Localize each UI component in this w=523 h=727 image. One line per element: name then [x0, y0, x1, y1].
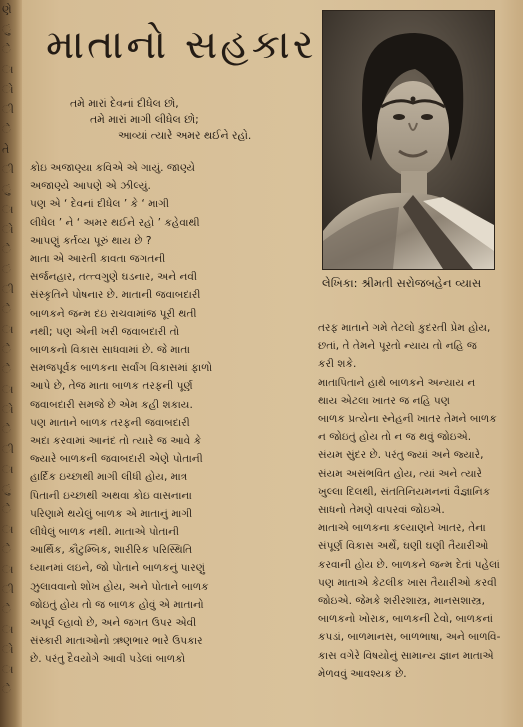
margin-fragment: ી — [2, 583, 14, 596]
margin-fragment: ે — [2, 503, 11, 516]
text-line: બાળકનો ખોરાક, બાળકની ટેવો, બાળકનાં — [318, 613, 494, 626]
text-line: ધ્યાનમાં લઇને, જો પોતાને બાળકનું પારણું — [30, 562, 205, 575]
margin-fragment: ે — [2, 123, 11, 136]
text-line: જવાબદારી સમજે છે એમ કહી શકાય. — [30, 398, 193, 411]
margin-fragment: ા — [2, 523, 14, 536]
margin-fragment: ા — [2, 623, 14, 636]
text-line: આપે છે, તેજ માતા બાળક તરફની પૂર્ણ — [30, 380, 193, 393]
margin-fragment: ં — [2, 263, 11, 276]
text-line: ઝુલાવવાનો શોખ હોય, અને પોતાને બાળક — [30, 580, 209, 593]
text-line: અદા કરવામાં આનંદ તો ત્યારે જ આવે કે — [30, 435, 202, 448]
opening-verse — [62, 96, 251, 144]
margin-fragment: ે — [2, 423, 11, 436]
text-line: છતાં, તે તેમને પૂરતો ન્યાય તો નહિ જ — [318, 340, 477, 353]
margin-fragment: ા — [2, 563, 14, 576]
margin-fragment: ો — [2, 403, 14, 416]
text-line: પણ એ ‘ દેવનાં દીધેલ ’ કે ‘ માગી — [30, 198, 169, 211]
author-portrait-photo — [322, 10, 495, 270]
margin-fragment: ો — [2, 83, 14, 96]
text-line: થાય એટલા ખાતર જ નહિ પણ — [318, 394, 450, 407]
text-line: લીધેલું બાળક નથી. માતાએ પોતાની — [30, 526, 180, 539]
text-line: કપડાં, બાળમાનસ, બાળભાષા, અને બાળવિ- — [318, 631, 501, 644]
article-title: માતાનો સહકાર — [46, 22, 317, 68]
text-line: લીધેલ ’ ને ‘ અમર થઈને રહો ’ કહેવાથી — [30, 216, 200, 229]
text-line: કરવાની હોય છે. બાળકને જન્મ દેતાં પહેલાં — [318, 558, 500, 571]
margin-fragment: ી — [2, 443, 14, 456]
text-line: કરી શકે. — [318, 358, 357, 371]
text-line: માતા એ આરતી કાવતા જગતની — [30, 253, 166, 266]
facing-page-edge-text — [2, 0, 20, 727]
margin-fragment: ી — [2, 163, 14, 176]
margin-fragment: ું — [2, 23, 11, 36]
text-line: કાસ વગેરે વિષયોનું સામાન્ય જ્ઞાન માતાએ — [318, 649, 494, 662]
verse-line: તમે મારાં માગી લીધેલ છો; — [90, 113, 199, 126]
text-line: બાળકને જન્મ દઇ રાચવામાંજ પૂરી થતી — [30, 307, 197, 320]
text-line: સંપૂર્ણ વિકાસ અર્થે, ઘણી ઘણી તૈયારીઓ — [318, 540, 489, 553]
margin-fragment: ે — [2, 343, 11, 356]
margin-fragment: ા — [2, 463, 14, 476]
text-line: કોઇ અજાણ્યા કવિએ એ ગાયું. જાણ્યે — [30, 162, 196, 174]
margin-fragment: ણે — [2, 3, 12, 16]
text-line: છે. પરંતુ દૈવયોગે આવી પડેલાં બાળકો — [30, 653, 186, 666]
margin-fragment: ા — [2, 63, 14, 76]
text-line: હાર્દિક ઇચ્છાથી માગી લીધી હોય, માત્ર — [30, 471, 188, 484]
portrait-image — [323, 11, 494, 269]
margin-fragment: ા — [2, 383, 14, 396]
text-line: સમજપૂર્વક બાળકના સર્વાંગ વિકાસમાં ફાળો — [30, 362, 213, 375]
text-line: આર્થિક, કૌટુમ્બિક, શારીરિક પરિસ્થિતિ — [30, 544, 193, 557]
margin-fragment: ે — [2, 243, 11, 256]
margin-fragment: તે — [2, 143, 10, 156]
margin-fragment: ે — [2, 603, 11, 616]
text-line: અજાણ્યે આપણે એ ઝીલ્યું. — [30, 180, 151, 193]
margin-fragment: ું — [2, 183, 11, 196]
margin-fragment: ા — [2, 203, 14, 216]
text-line: જોઇતું હોય તો જ બાળક હોવું એ માતાનો — [30, 598, 204, 611]
right-text-column — [318, 319, 518, 683]
text-line: સંસ્કારી માતાઓનો ઋણભાર ભારે ઉપકાર — [30, 635, 203, 648]
text-line: સર્જનહાર, તત્ત્વગુણે ઘડનાર, અને નવી — [30, 271, 198, 284]
text-line: ન જોઇતું હોય તો ન જ થવું જોઇએ. — [318, 431, 472, 444]
text-line: નથી; પણ એની ખરી જવાબદારી તો — [30, 325, 180, 338]
text-line: માતાએ બાળકના કલ્યાણને ખાતર, તેના — [318, 522, 486, 535]
margin-fragment: ી — [2, 283, 14, 296]
margin-fragment: ે — [2, 363, 11, 376]
text-line: મેળવવું આવશ્યક છે. — [318, 667, 407, 680]
text-line: જ્યારે બાળકની જવાબદારી એણે પોતાની — [30, 453, 203, 466]
margin-fragment: ું — [2, 483, 11, 496]
text-line: બાળકનો વિકાસ સાધવામાં છે. જે માતા — [30, 344, 190, 357]
text-line: સંયમ અસંભવિત હોય, ત્યાં અને ત્યારે — [318, 467, 482, 480]
verse-line: આવ્યાં ત્યારે અમર થઈને રહો. — [118, 129, 252, 142]
text-line: પણ માતાને બાળક તરફની જવાબદારી — [30, 416, 190, 429]
text-line: માતાપિતાને હાથે બાળકને અન્યાય ન — [318, 376, 476, 389]
margin-fragment: ા — [2, 323, 14, 336]
text-line: સંયમ સુંદર છે. પરંતુ જ્યાં અને જ્યારે, — [318, 449, 484, 462]
margin-fragment: ો — [2, 643, 14, 656]
text-line: અપૂર્વ લ્હાવો છે, અને જગત ઉપર એવી — [30, 617, 197, 630]
text-line: તરફ માતાને ગમે તેટલો કુદરતી પ્રેમ હોય, — [318, 322, 491, 334]
text-line: પણ માતાએ કેટલીક ખાસ તૈયારીઓ કરવી — [318, 576, 497, 589]
margin-fragment: ે — [2, 543, 11, 556]
margin-fragment: ે — [2, 303, 11, 316]
text-line: પરિણામે થયેલું બાળક એ માતાનું માગી — [30, 507, 193, 520]
text-line: સંસ્કૃતિને પોષનાર છે. માતાની જવાબદારી — [30, 289, 201, 302]
text-line: ખુલ્લા દિલથી, સંતતિનિયમનનાં વૈજ્ઞાનિક — [318, 485, 491, 498]
author-caption: લેખિકા: શ્રીમતી સરોજબહેન વ્યાસ — [322, 276, 482, 290]
margin-fragment: ા — [2, 663, 14, 676]
text-line: પિતાની ઇચ્છાથી અથવા કોઇ વાસનાના — [30, 489, 192, 502]
margin-fragment: ે — [2, 683, 11, 696]
text-line: જોઇએ. જેમકે શરીરશાસ્ત્ર, માનસશાસ્ત્ર, — [318, 595, 485, 608]
text-line: બાળક પ્રત્યેના સ્નેહની ખાતર તેમને બાળક — [318, 413, 497, 426]
margin-fragment: ે — [2, 43, 11, 56]
verse-line: તમે મારાં દેવનાં દીધેલ છો, — [70, 97, 179, 110]
margin-fragment: ો — [2, 223, 14, 236]
margin-fragment: ી — [2, 103, 14, 116]
text-line: સાધનો તેમણે વાપરવાં જોઇએ. — [318, 504, 445, 517]
left-text-column — [30, 159, 312, 669]
text-line: આપણું કર્તવ્ય પૂરું થાય છે ? — [30, 234, 152, 247]
